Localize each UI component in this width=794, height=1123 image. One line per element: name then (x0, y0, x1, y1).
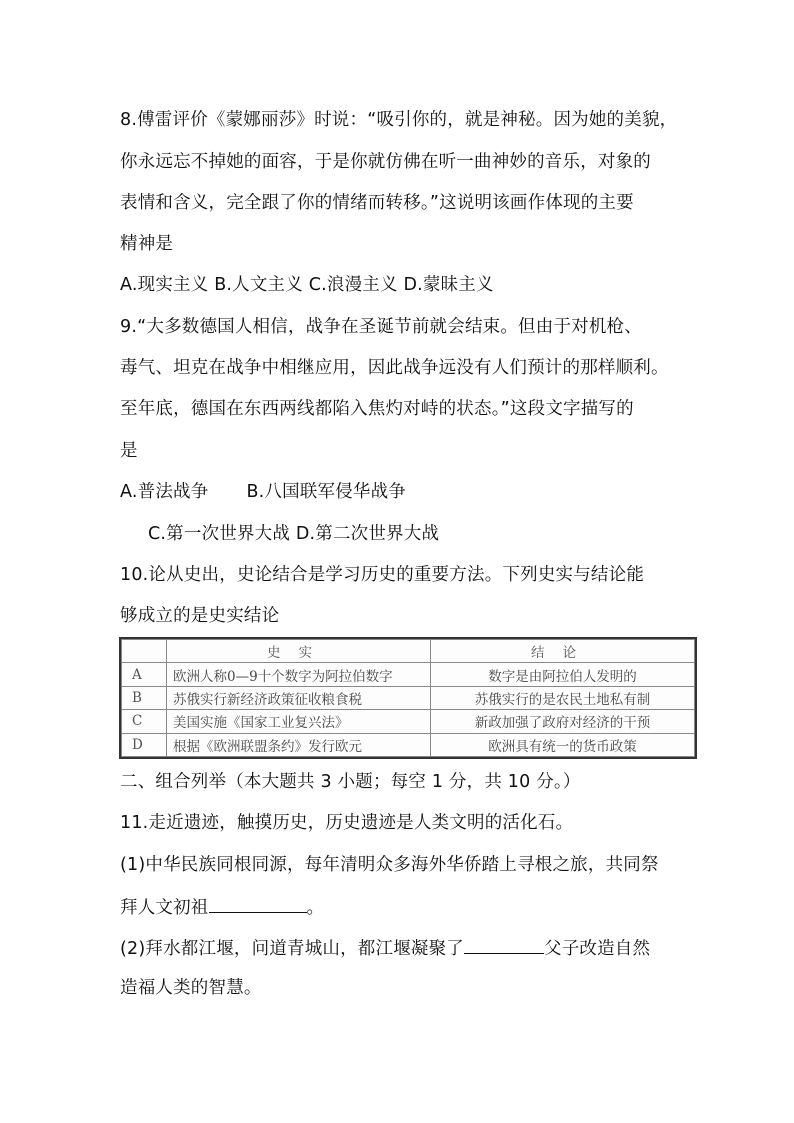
row-fact: 根据《欧洲联盟条约》发行欧元 (167, 733, 431, 756)
q11-part2-line-2: 造福人类的智慧。 (120, 978, 262, 998)
q11-part1-text: 拜人文初祖 (120, 898, 209, 918)
q9-line-4: 是 (120, 441, 138, 461)
q8-line-1: 8.傅雷评价《蒙娜丽莎》时说：“吸引你的，就是神秘。因为她的美貌， (120, 110, 678, 130)
q9-option-b: B.八国联军侵华战争 (246, 482, 407, 502)
table-row (122, 663, 695, 686)
row-label: C (122, 710, 167, 733)
section-2-title: 二、组合列举（本大题共 3 小题；每空 1 分，共 10 分。） (120, 772, 581, 792)
q9-line-2: 毒气、坦克在战争中相继应用，因此战争远没有人们预计的那样顺利。 (120, 358, 669, 378)
q8-line-2: 你永远忘不掉她的面容，于是你就仿佛在听一曲神妙的音乐，对象的 (120, 152, 651, 172)
row-fact: 欧洲人称0—9十个数字为阿拉伯数字 (167, 663, 431, 686)
row-fact: 苏俄实行新经济政策征收粮食税 (167, 686, 431, 709)
q11-intro: 11.走近遗迹，触摸历史，历史遗迹是人类文明的活化石。 (120, 813, 574, 833)
header-fact: 史实 (167, 640, 431, 663)
table-row (122, 733, 695, 756)
table-header-row (122, 640, 695, 663)
q11-part1-line-2 (120, 894, 324, 920)
answer-blank-2[interactable] (464, 935, 544, 954)
q9-line-3: 至年底，德国在东西两线都陷入焦灼对峙的状态。”这段文字描写的 (120, 399, 634, 419)
row-conclusion: 数字是由阿拉伯人发明的 (431, 663, 695, 686)
q8-options: A.现实主义 B.人文主义 C.浪漫主义 D.蒙昧主义 (120, 275, 494, 295)
row-label: B (122, 686, 167, 709)
q11-part2-end: 父子改造自然 (544, 939, 651, 959)
table-row (122, 686, 695, 709)
q10-line-1: 10.论从史出，史论结合是学习历史的重要方法。下列史实与结论能 (120, 565, 645, 585)
q10-line-2: 够成立的是史实结论 (120, 606, 280, 626)
q9-options-ab (120, 480, 406, 504)
q11-part1-line-1: (1)中华民族同根同源，每年清明众多海外华侨踏上寻根之旅，共同祭 (120, 855, 659, 875)
row-conclusion: 苏俄实行的是农民土地私有制 (431, 686, 695, 709)
q10-table (119, 637, 697, 759)
q9-option-a: A.普法战争 (120, 482, 209, 502)
row-label: D (122, 733, 167, 756)
row-conclusion: 欧洲具有统一的货币政策 (431, 733, 695, 756)
header-conclusion: 结论 (431, 640, 695, 663)
q8-line-3: 表情和含义，完全跟了你的情绪而转移。”这说明该画作体现的主要 (120, 193, 634, 213)
q8-line-4: 精神是 (120, 234, 174, 254)
q9-line-1: 9.“大多数德国人相信，战争在圣诞节前就会结束。但由于对机枪、 (120, 317, 642, 337)
table-row (122, 710, 695, 733)
q11-part2-text: (2)拜水都江堰，问道青城山，都江堰凝聚了 (120, 939, 464, 959)
row-label: A (122, 663, 167, 686)
row-conclusion: 新政加强了政府对经济的干预 (431, 710, 695, 733)
q11-part1-end: 。 (306, 898, 325, 918)
q11-part2-line-1 (120, 935, 650, 961)
answer-blank-1[interactable] (209, 894, 307, 913)
row-fact: 美国实施《国家工业复兴法》 (167, 710, 431, 733)
q9-options-cd: C.第一次世界大战 D.第二次世界大战 (148, 524, 440, 544)
